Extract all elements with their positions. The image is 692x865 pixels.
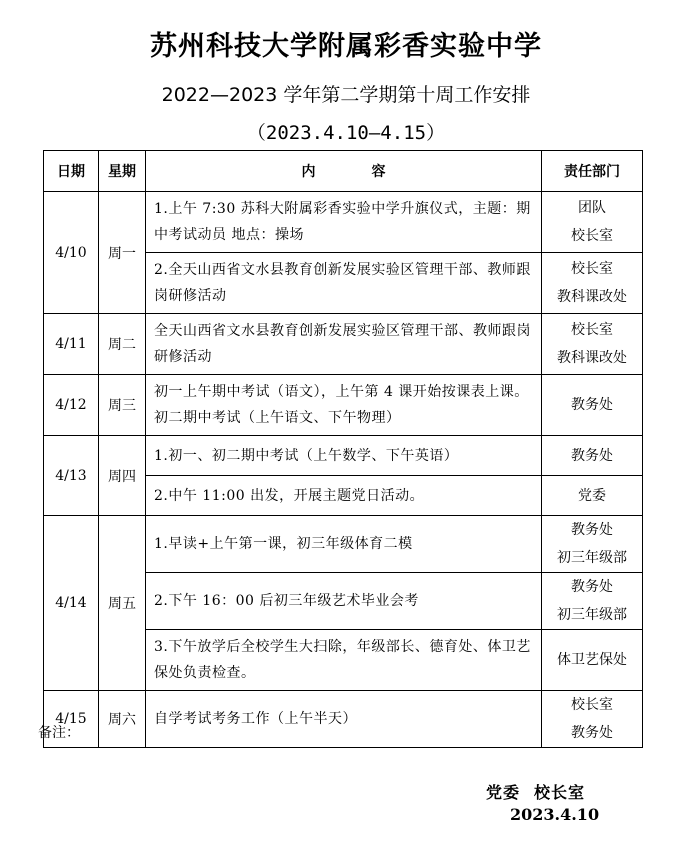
dept-label: 教科课改处 <box>557 289 627 305</box>
table-row <box>44 192 643 253</box>
weekday-cell: 周三 <box>99 375 146 436</box>
dept-label: 教务处 <box>571 522 613 538</box>
dept-label: 教科课改处 <box>557 350 627 366</box>
signature-party: 党委 <box>486 783 521 802</box>
dept-label: 初三年级部 <box>557 550 627 566</box>
weekday-cell: 周六 <box>99 691 146 748</box>
content-cell: 1.早读+上午第一课，初三年级体育二模 <box>146 516 542 573</box>
dept-label: 体卫艺保处 <box>557 652 627 668</box>
dept-cell <box>542 476 643 516</box>
dept-cell <box>542 630 643 691</box>
dept-label: 教务处 <box>571 579 613 595</box>
header-content: 内 容 <box>146 151 542 192</box>
date-cell: 4/12 <box>44 375 99 436</box>
content-cell: 自学考试考务工作（上午半天） <box>146 691 542 748</box>
dept-cell <box>542 573 643 630</box>
dept-label: 团队 <box>578 200 606 216</box>
signature-line <box>486 780 585 803</box>
signature-office: 校长室 <box>534 783 586 802</box>
table-row <box>44 516 643 573</box>
date-cell: 4/11 <box>44 314 99 375</box>
weekday-cell: 周一 <box>99 192 146 314</box>
table-row <box>44 691 643 748</box>
date-cell: 4/14 <box>44 516 99 691</box>
dept-cell <box>542 691 643 748</box>
weekday-cell: 周二 <box>99 314 146 375</box>
schedule-table <box>43 150 643 748</box>
weekday-cell: 周五 <box>99 516 146 691</box>
document-title: 苏州科技大学附属彩香实验中学 <box>150 31 542 62</box>
content-cell: 2.下午 16：00 后初三年级艺术毕业会考 <box>146 573 542 630</box>
table-row <box>44 436 643 476</box>
document-subtitle: 2022—2023 学年第二学期第十周工作安排 <box>161 84 531 106</box>
dept-label: 初三年级部 <box>557 607 627 623</box>
dept-cell <box>542 192 643 253</box>
date-cell: 4/15 <box>44 691 99 748</box>
date-range: （2023.4.10—4.15） <box>246 122 446 144</box>
table-header-row <box>44 151 643 192</box>
content-cell: 1.初一、初二期中考试（上午数学、下午英语） <box>146 436 542 476</box>
content-cell: 2.全天山西省文水县教育创新发展实验区管理干部、教师跟岗研修活动 <box>146 253 542 314</box>
header-date: 日期 <box>44 151 99 192</box>
dept-label: 校长室 <box>571 697 613 713</box>
content-cell: 1.上午 7:30 苏科大附属彩香实验中学升旗仪式，主题：期中考试动员 地点：操场 <box>146 192 542 253</box>
dept-cell <box>542 375 643 436</box>
dept-label: 教务处 <box>571 447 613 464</box>
header-weekday: 星期 <box>99 151 146 192</box>
content-cell: 全天山西省文水县教育创新发展实验区管理干部、教师跟岗研修活动 <box>146 314 542 375</box>
dept-label: 校长室 <box>571 322 613 338</box>
content-cell: 2.中午 11:00 出发，开展主题党日活动。 <box>146 476 542 516</box>
dept-label: 教务处 <box>571 725 613 741</box>
dept-label: 教务处 <box>571 397 613 413</box>
note-label: 备注： <box>38 725 80 741</box>
dept-label: 校长室 <box>571 261 613 277</box>
dept-label: 党委 <box>578 487 606 504</box>
table-row <box>44 375 643 436</box>
table-row <box>44 314 643 375</box>
content-cell: 初一上午期中考试（语文），上午第 4 课开始按课表上课。初二期中考试（上午语文、下午物理） <box>146 375 542 436</box>
dept-cell <box>542 436 643 476</box>
dept-cell <box>542 516 643 573</box>
date-cell: 4/13 <box>44 436 99 516</box>
dept-cell <box>542 253 643 314</box>
content-cell: 3.下午放学后全校学生大扫除，年级部长、德育处、体卫艺保处负责检查。 <box>146 630 542 691</box>
header-dept: 责任部门 <box>542 151 643 192</box>
date-cell: 4/10 <box>44 192 99 314</box>
weekday-cell: 周四 <box>99 436 146 516</box>
dept-cell <box>542 314 643 375</box>
dept-label: 校长室 <box>571 228 613 244</box>
signature-date: 2023.4.10 <box>510 805 600 824</box>
